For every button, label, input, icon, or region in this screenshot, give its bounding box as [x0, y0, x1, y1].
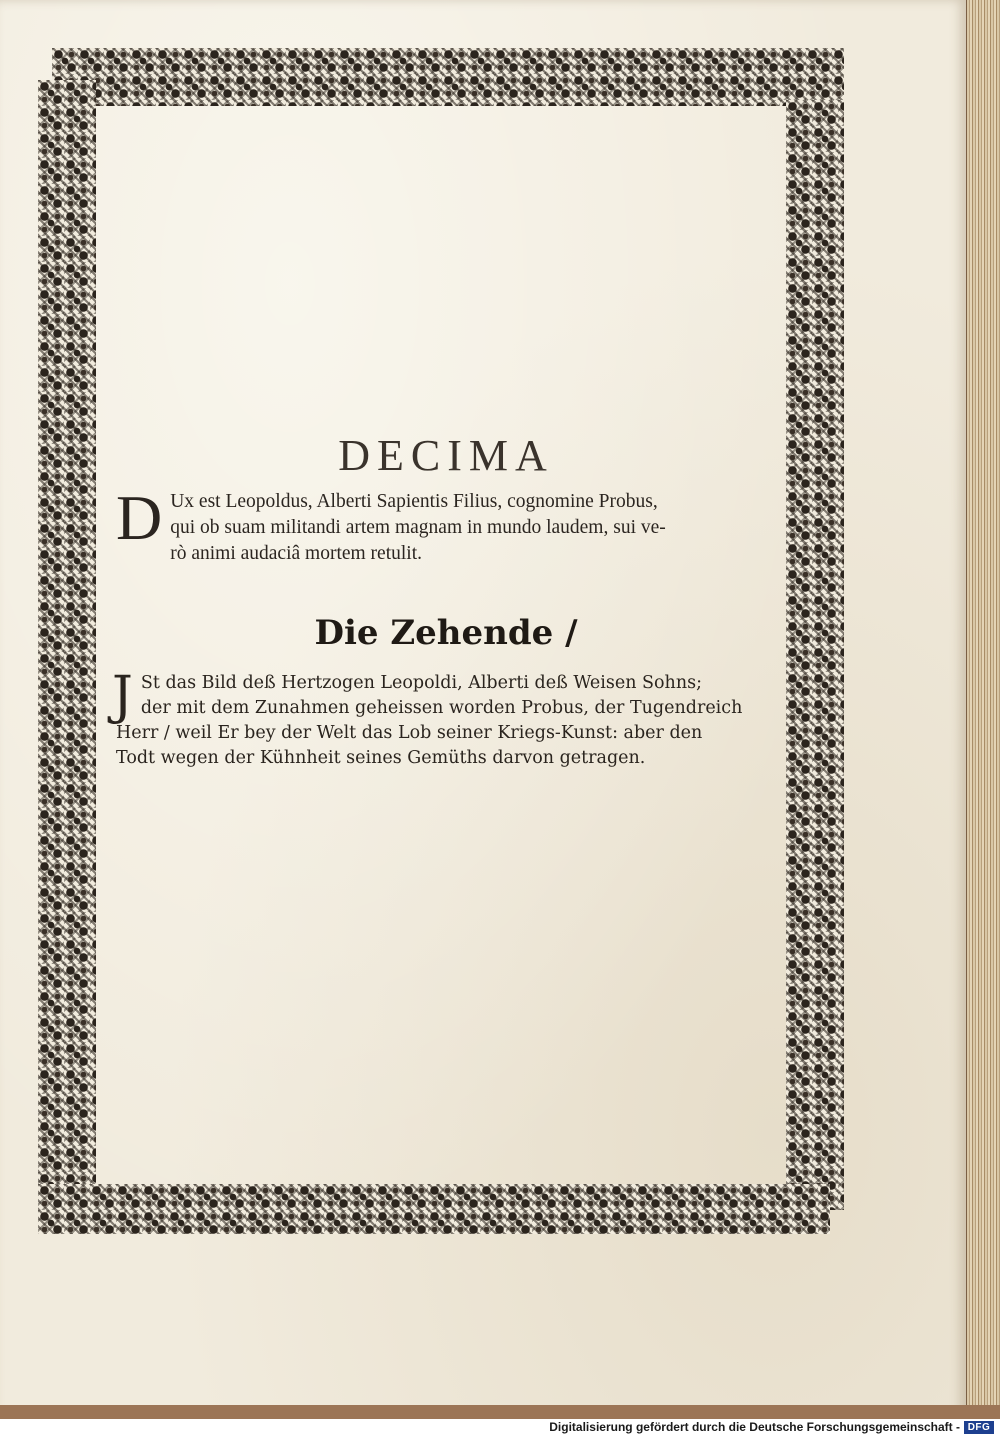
border-left-band — [38, 80, 96, 1210]
german-line: St das Bild deß Hertzogen Leopoldi, Alberti deß Weisen Sohns; — [140, 673, 702, 693]
german-line: Herr / weil Er bey der Welt das Lob seiner Kriegs-Kunst: aber den — [116, 723, 703, 743]
latin-paragraph — [116, 482, 776, 567]
latin-dropcap: D — [116, 482, 163, 553]
footer-credit: Digitalisierung gefördert durch die Deutsche Forschungsgemeinschaft - — [549, 1420, 960, 1434]
digitization-footer — [0, 1419, 1000, 1437]
latin-line: qui ob suam militandi artem magnam in mundo laudem, sui ve- — [170, 517, 666, 538]
page-content — [112, 430, 776, 771]
book-cover-edge — [0, 1405, 1000, 1419]
border-bottom-band — [38, 1184, 830, 1234]
latin-line: Ux est Leopoldus, Alberti Sapientis Filius, cognomine Probus, — [170, 491, 658, 512]
german-dropcap: J — [112, 666, 133, 726]
dfg-logo: DFG — [964, 1421, 994, 1434]
border-top-band — [52, 48, 844, 106]
german-line: der mit dem Zunahmen geheissen worden Probus, der Tugendreich — [140, 698, 743, 718]
german-line: Todt wegen der Kühnheit seines Gemüths darvon getragen. — [116, 748, 646, 768]
book-page-edges — [966, 0, 1000, 1418]
german-paragraph — [112, 666, 776, 771]
latin-line: rò animi audaciâ mortem retulit. — [170, 543, 423, 564]
border-right-band — [786, 100, 844, 1210]
latin-heading: DECIMA — [338, 431, 554, 480]
german-heading: Die Zehende / — [314, 613, 578, 653]
